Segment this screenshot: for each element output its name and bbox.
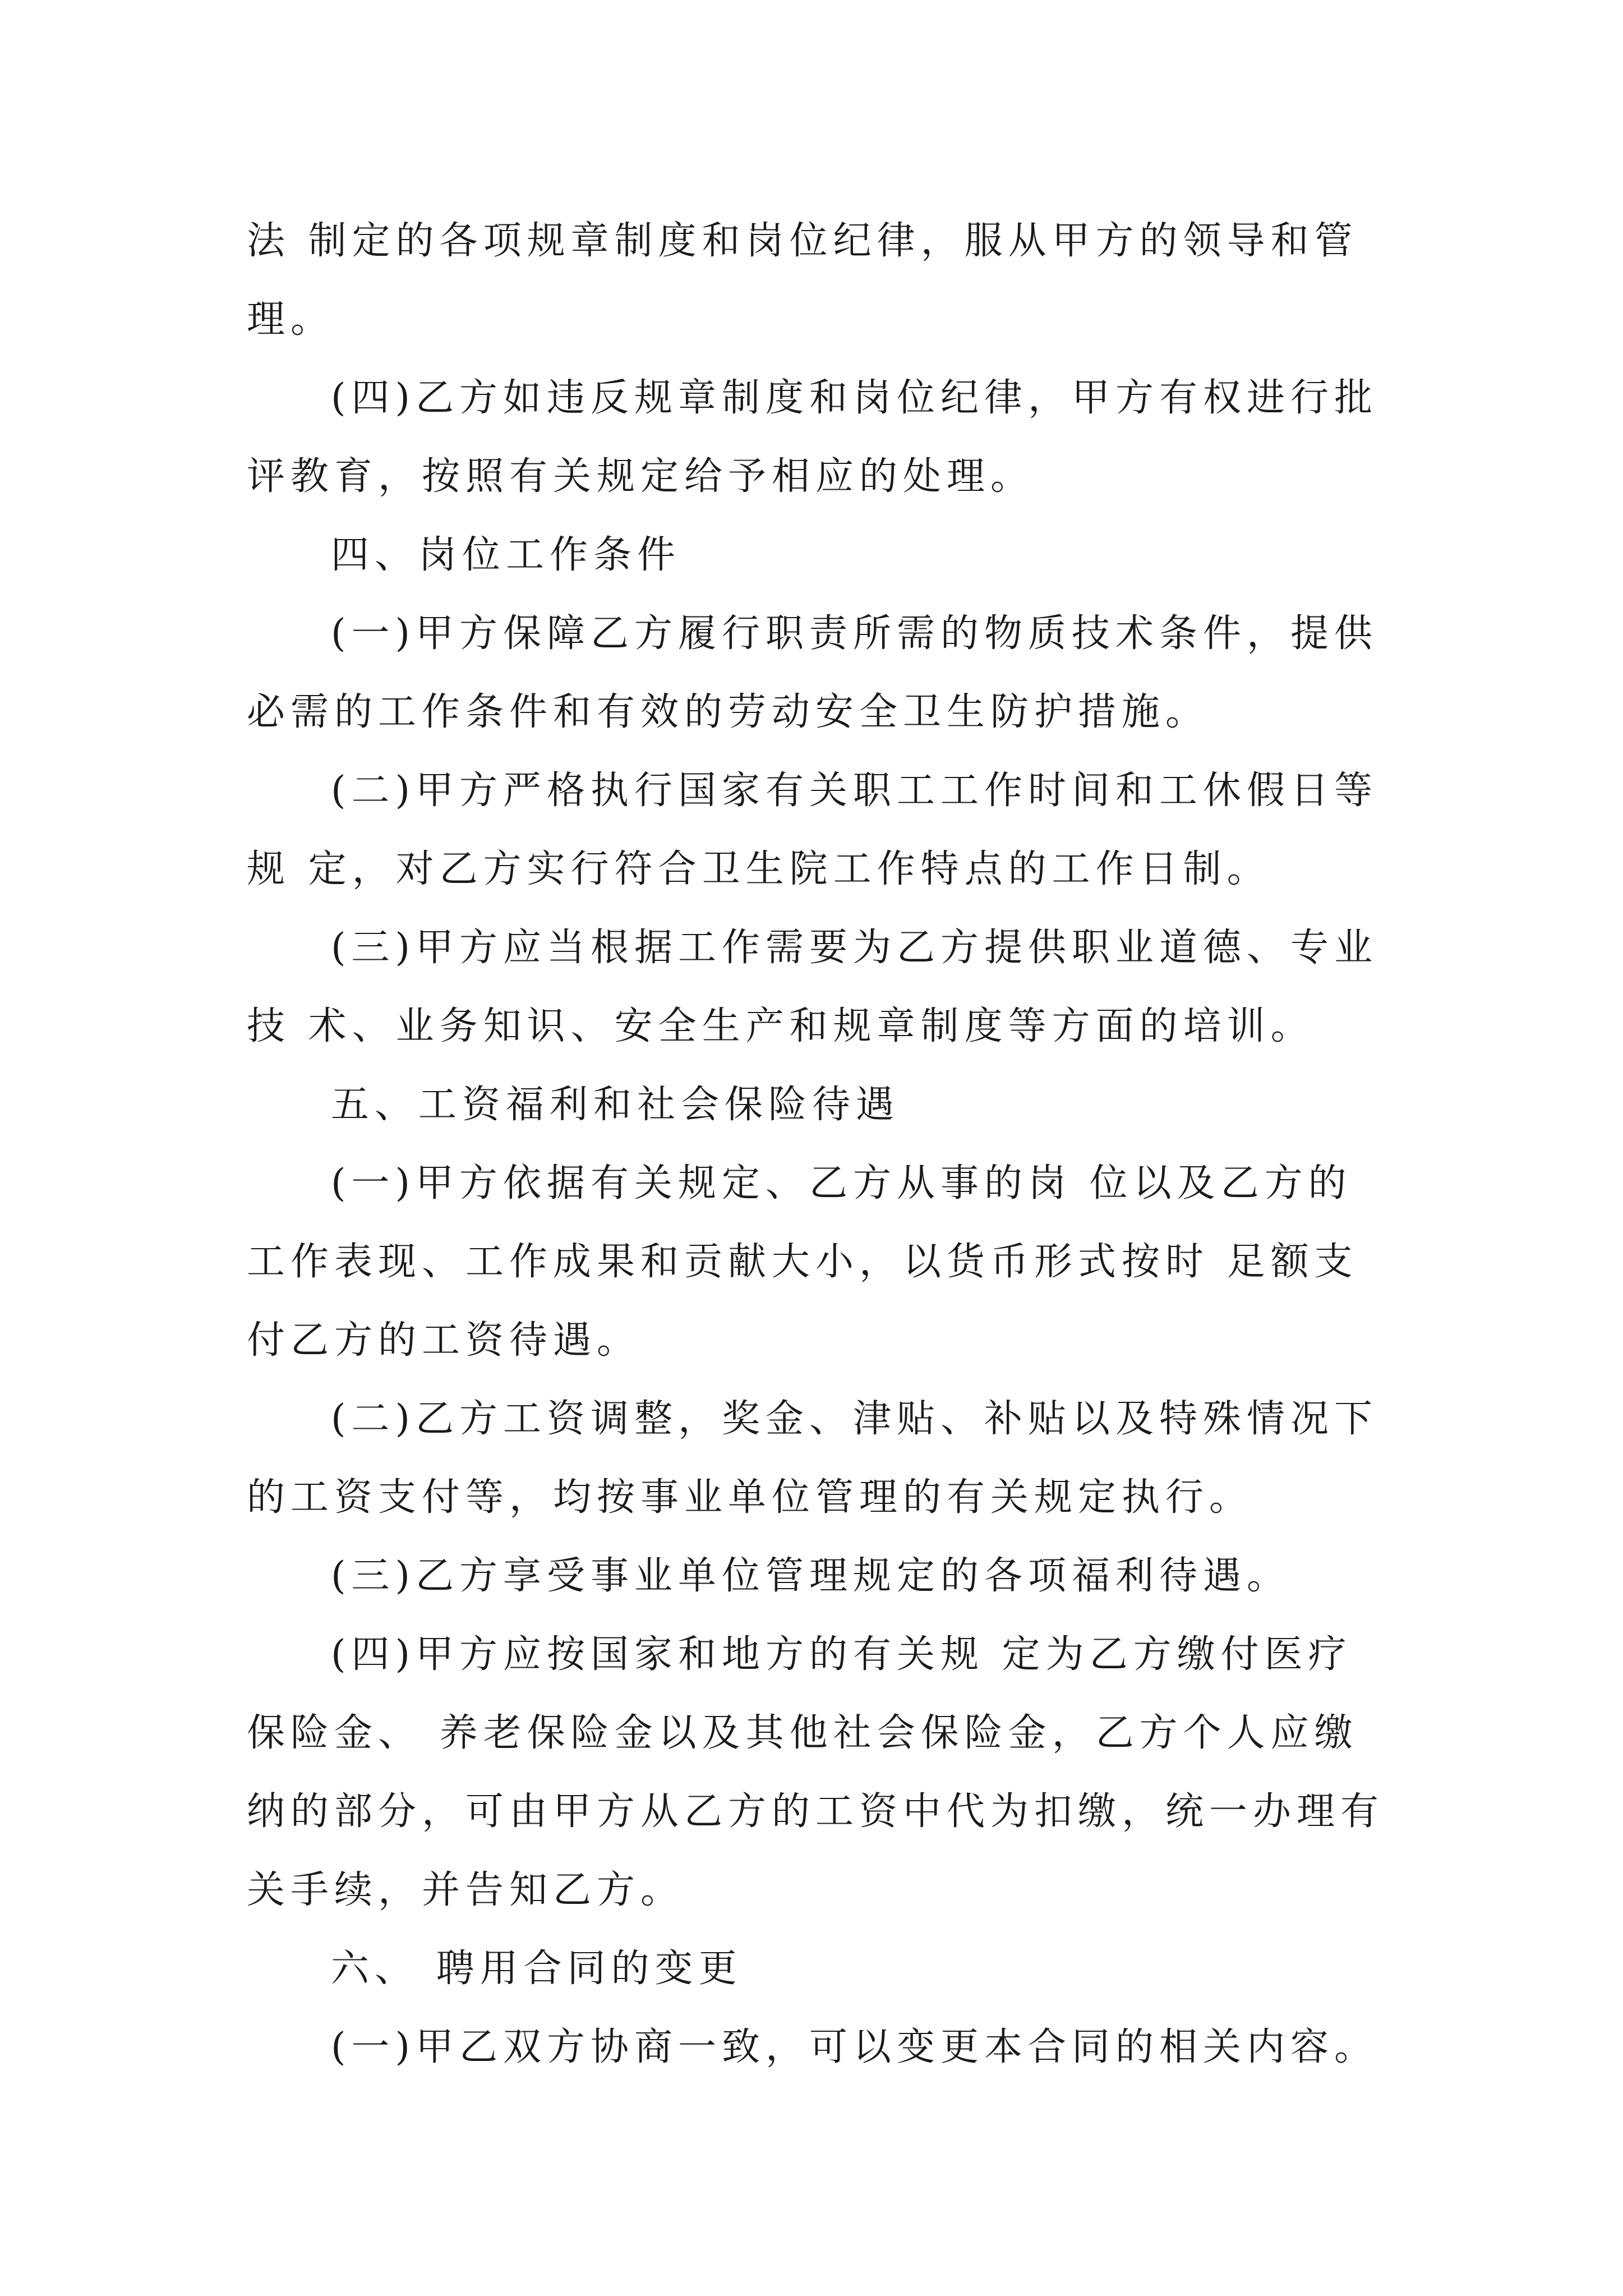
text-line: 关手续，并告知乙方。 bbox=[247, 1868, 685, 1912]
text-line: (二)乙方工资调整，奖金、津贴、补贴以及特殊情况下 bbox=[331, 1397, 1378, 1441]
text-line: 纳的部分，可由甲方从乙方的工资中代为扣缴，统一办理有 bbox=[247, 1789, 1385, 1834]
text-line: 工作表现、工作成果和贡献大小，以货币形式按时 足额支 bbox=[247, 1240, 1358, 1284]
text-line: 规 定，对乙方实行符合卫生院工作特点的工作日制。 bbox=[247, 847, 1271, 891]
text-line: 技 术、业务知识、安全生产和规章制度等方面的培训。 bbox=[247, 1004, 1315, 1048]
text-line: (四)乙方如违反规章制度和岗位纪律，甲方有权进行批 bbox=[331, 376, 1378, 420]
text-line: (四)甲方应按国家和地方的有关规 定为乙方缴付医疗 bbox=[331, 1632, 1352, 1677]
text-line: 理。 bbox=[247, 297, 335, 342]
text-line: 评教育，按照有关规定给予相应的处理。 bbox=[247, 454, 1035, 499]
section-heading: 五、工资福利和社会保险待遇 bbox=[331, 1083, 900, 1127]
text-line: 法 制定的各项规章制度和岗位纪律，服从甲方的领导和管 bbox=[247, 219, 1358, 263]
section-heading: 六、 聘用合同的变更 bbox=[331, 1947, 743, 1991]
text-line: (一)甲方保障乙方履行职责所需的物质技术条件，提供 bbox=[331, 611, 1378, 656]
text-line: (三)甲方应当根据工作需要为乙方提供职业道德、专业 bbox=[331, 926, 1378, 970]
text-line: (一)甲乙双方协商一致，可以变更本合同的相关内容。 bbox=[331, 2025, 1378, 2069]
section-heading: 四、岗位工作条件 bbox=[331, 533, 681, 577]
text-line: 必需的工作条件和有效的劳动安全卫生防护措施。 bbox=[247, 690, 1210, 734]
text-line: (二)甲方严格执行国家有关职工工作时间和工休假日等 bbox=[331, 769, 1378, 813]
text-line: (三)乙方享受事业单位管理规定的各项福利待遇。 bbox=[331, 1554, 1291, 1598]
text-line: 付乙方的工资待遇。 bbox=[247, 1318, 641, 1363]
text-line: (一)甲方依据有关规定、乙方从事的岗 位以及乙方的 bbox=[331, 1161, 1352, 1205]
text-line: 保险金、 养老保险金以及其他社会保险金，乙方个人应缴 bbox=[247, 1711, 1358, 1755]
text-line: 的工资支付等，均按事业单位管理的有关规定执行。 bbox=[247, 1475, 1253, 1520]
